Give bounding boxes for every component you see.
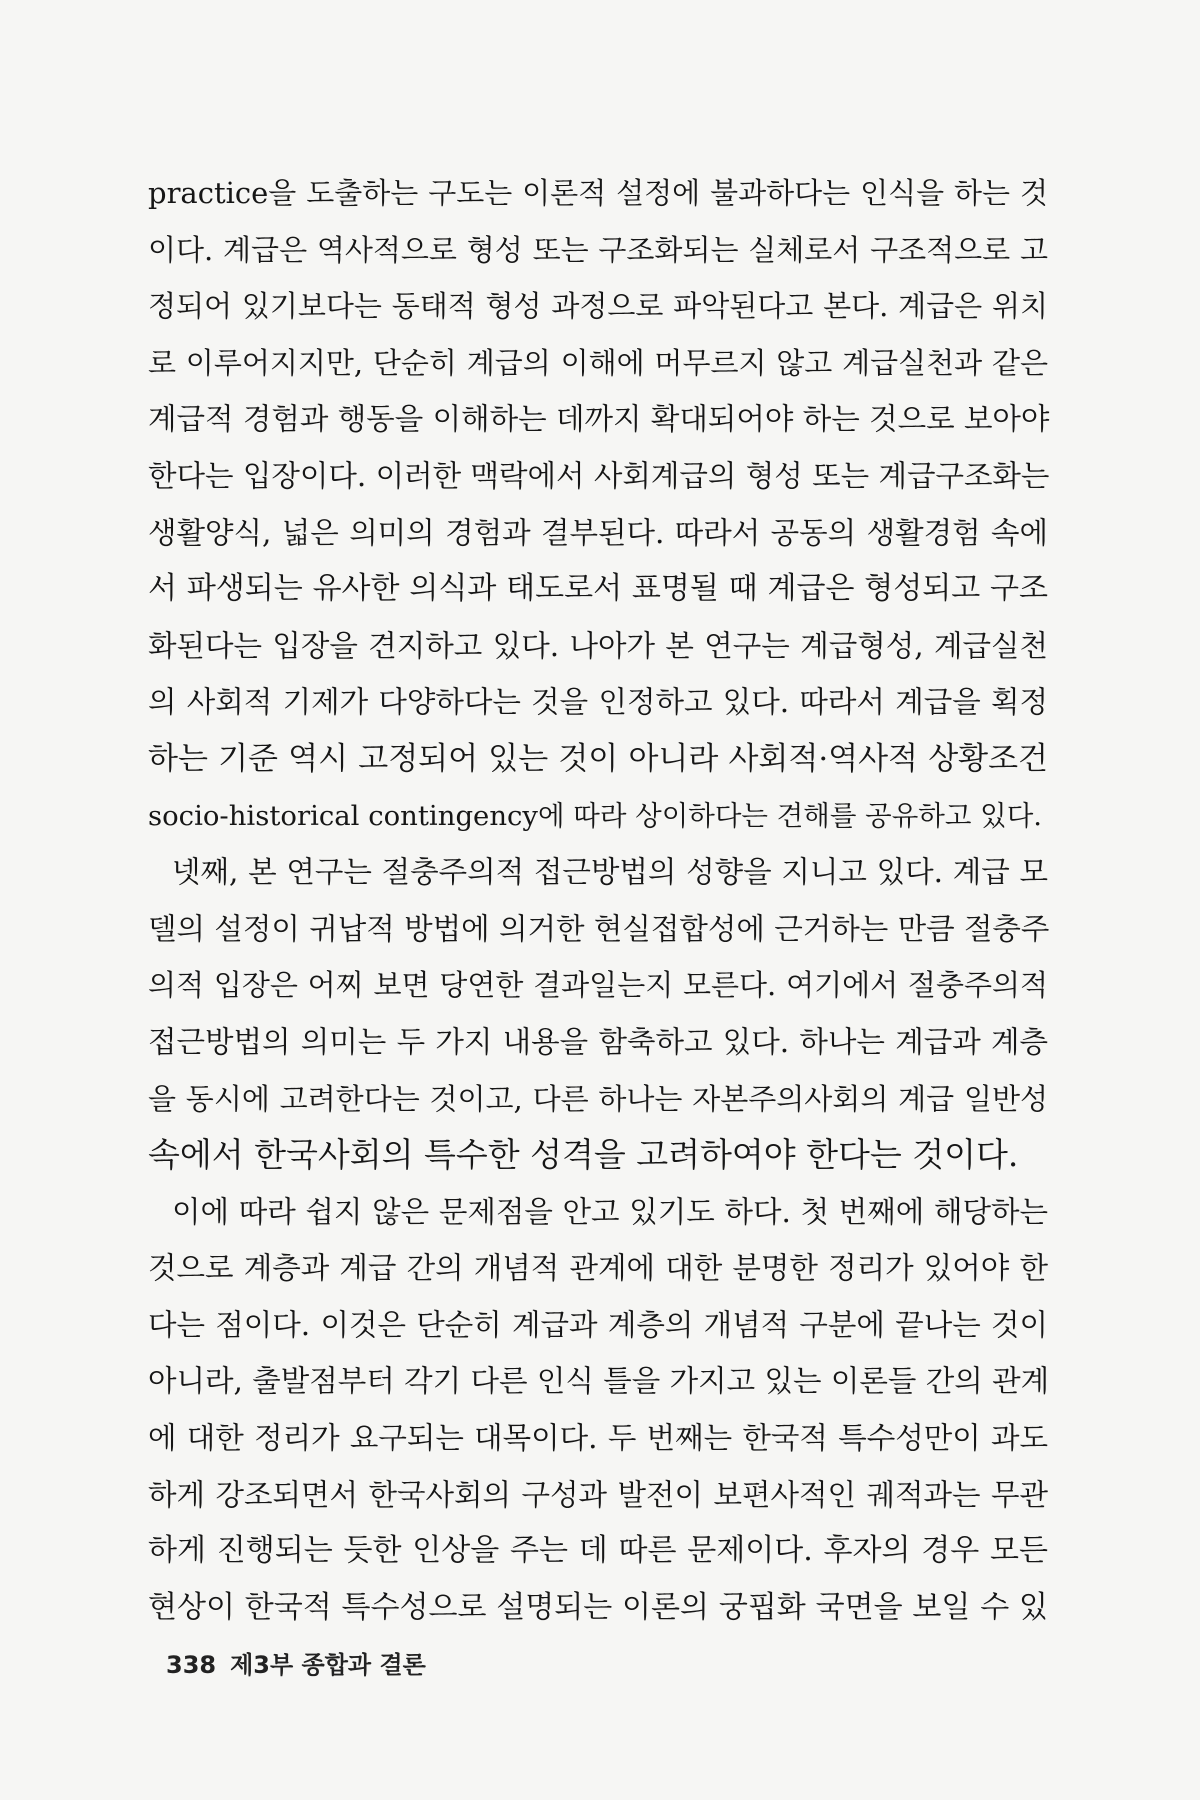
text-line: 계급적 경험과 행동을 이해하는 데까지 확대되어야 하는 것으로 보아야 — [148, 402, 1050, 437]
body-text — [148, 165, 1048, 1636]
text-line: 의적 입장은 어찌 보면 당연한 결과일는지 모른다. 여기에서 절충주의적 — [148, 968, 1048, 1003]
text-line: 하게 진행되는 듯한 인상을 주는 데 따른 문제이다. 후자의 경우 모든 — [148, 1533, 1048, 1569]
text-line: 에 대한 정리가 요구되는 대목이다. 두 번째는 한국적 특수성만이 과도 — [148, 1421, 1048, 1456]
text-line: 것으로 계층과 계급 간의 개념적 관계에 대한 분명한 정리가 있어야 한 — [148, 1251, 1048, 1286]
text-line: 을 동시에 고려한다는 것이고, 다른 하나는 자본주의사회의 계급 일반성 — [148, 1081, 1048, 1116]
text-line: 델의 설정이 귀납적 방법에 의거한 현실접합성에 근거하는 만큼 절충주 — [148, 911, 1050, 946]
text-line: 아니라, 출발점부터 각기 다른 인식 틀을 가지고 있는 이론들 간의 관계 — [148, 1364, 1050, 1399]
text-line: 하게 강조되면서 한국사회의 구성과 발전이 보편사적인 궤적과는 무관 — [148, 1477, 1048, 1512]
text-line: 하는 기준 역시 고정되어 있는 것이 아니라 사회적·역사적 상황조건 — [148, 740, 1048, 777]
text-line: 서 파생되는 유사한 의식과 태도로서 표명될 때 계급은 형성되고 구조 — [148, 571, 1048, 607]
text-line: 이에 따라 쉽지 않은 문제점을 안고 있기도 하다. 첫 번째에 해당하는 — [172, 1194, 1048, 1229]
text-line: 로 이루어지지만, 단순히 계급의 이해에 머무르지 않고 계급실천과 같은 — [148, 345, 1048, 380]
part-label: 제3부 종합과 결론 — [230, 1651, 426, 1679]
text-line: 한다는 입장이다. 이러한 맥락에서 사회계급의 형성 또는 계급구조화는 — [148, 458, 1050, 493]
text-line: 정되어 있기보다는 동태적 형성 과정으로 파악된다고 본다. 계급은 위치 — [148, 289, 1048, 324]
text-line: 화된다는 입장을 견지하고 있다. 나아가 본 연구는 계급형성, 계급실천 — [148, 628, 1048, 663]
text-line: 이다. 계급은 역사적으로 형성 또는 구조화되는 실체로서 구조적으로 고 — [148, 232, 1048, 267]
text-line: 의 사회적 기제가 다양하다는 것을 인정하고 있다. 따라서 계급을 획정 — [148, 685, 1048, 720]
text-line: socio-historical contingency에 따라 상이하다는 견해를 공유하고 있다. — [148, 799, 1043, 832]
page-footer — [166, 1645, 426, 1680]
text-line: 생활양식, 넓은 의미의 경험과 결부된다. 따라서 공동의 생활경험 속에 — [148, 515, 1048, 550]
text-line: 속에서 한국사회의 특수한 성격을 고려하여야 한다는 것이다. — [148, 1135, 1019, 1175]
text-line: 넷째, 본 연구는 절충주의적 접근방법의 성향을 지니고 있다. 계급 모 — [172, 855, 1048, 890]
text-line: 접근방법의 의미는 두 가지 내용을 함축하고 있다. 하나는 계급과 계층 — [148, 1024, 1048, 1059]
page-number: 338 — [166, 1651, 217, 1679]
text-line: practice을 도출하는 구도는 이론적 설정에 불과하다는 인식을 하는 것 — [148, 176, 1048, 210]
text-line: 다는 점이다. 이것은 단순히 계급과 계층의 개념적 구분에 끝나는 것이 — [148, 1307, 1048, 1342]
text-line: 현상이 한국적 특수성으로 설명되는 이론의 궁핍화 국면을 보일 수 있 — [148, 1589, 1048, 1625]
